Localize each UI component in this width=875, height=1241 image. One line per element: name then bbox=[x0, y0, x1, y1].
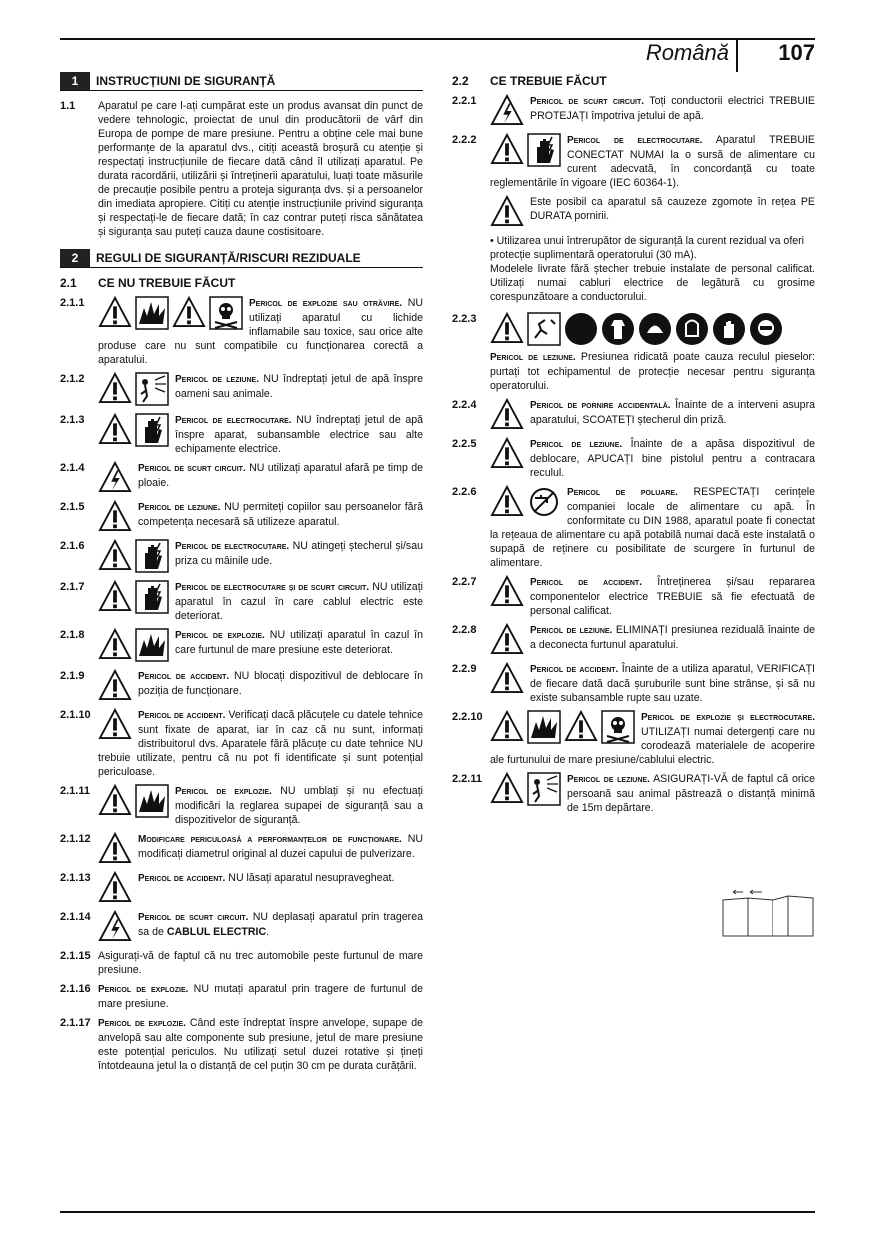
item-2-2-7 bbox=[452, 575, 815, 618]
item-text: Pericol de electrocutare. Aparatul TREBUIE CONECTAT NUMAI la o sursă de alimentare cu curent adecvată, în concordanță cu toate reglementările în vigoare (IEC 60364-1). bbox=[490, 134, 815, 189]
item-number: 2.1.16 bbox=[60, 983, 91, 995]
item-text: Pericol de scurt circuit. NU utilizați aparatul afară pe timp de ploaie. bbox=[98, 461, 423, 495]
item-number: 2.2.4 bbox=[452, 399, 477, 411]
item-note bbox=[452, 195, 815, 229]
item-text: Pericol de accident. Înainte de a utiliza aparatul, VERIFICAȚI de fiecare dată dacă șuruburile sunt bine strânse, și să nu existe subansamble rupte sau uzate. bbox=[490, 662, 815, 705]
item-number: 2.2.6 bbox=[452, 486, 477, 498]
item-number: 2.1.11 bbox=[60, 785, 90, 797]
warning-icon bbox=[98, 500, 132, 532]
footer-rule bbox=[60, 1211, 815, 1213]
toxic-skull-icon bbox=[601, 710, 635, 744]
item-number: 2.2.5 bbox=[452, 438, 477, 450]
item-number: 2.1.13 bbox=[60, 872, 91, 884]
cable-note: Modelele livrate fără ștecher trebuie instalate de personal calificat. Utilizați numai cabluri electrice de legătură cu grosime corespunzătoare a conductorului. bbox=[490, 263, 815, 303]
warning-icon bbox=[98, 296, 132, 328]
warning-icon bbox=[98, 832, 132, 864]
warning-icon bbox=[490, 398, 524, 430]
header-divider bbox=[736, 38, 738, 72]
warning-icon bbox=[564, 710, 598, 742]
manual-book-icon bbox=[718, 888, 818, 938]
section-title: INSTRUCȚIUNI DE SIGURANȚĂ bbox=[96, 74, 276, 88]
hazard-label: Pericol de leziune. bbox=[530, 625, 613, 636]
item-text: Pericol de explozie. NU umblați și nu efectuați modificări la reglarea supapei de siguranță sau a dispozitivelor de siguranță. bbox=[98, 784, 423, 827]
electric-hand-icon bbox=[527, 133, 561, 167]
item-2-2-6 bbox=[452, 485, 815, 570]
protective-suit-icon bbox=[601, 312, 635, 346]
item-text: Pericol de pornire accidentală. Înainte de a interveni asupra aparatului, SCOATEȚI ștecherul din priză. bbox=[490, 398, 815, 432]
warning-icon bbox=[490, 575, 524, 607]
item-number: 2.1.7 bbox=[60, 581, 85, 593]
item-text: Pericol de accident. NU lăsați aparatul nesupravegheat. bbox=[98, 871, 423, 905]
hazard-icons bbox=[490, 662, 524, 694]
hazard-icons bbox=[98, 784, 169, 818]
gloves-icon bbox=[712, 312, 746, 346]
hazard-label: Pericol de electrocutare. bbox=[175, 541, 290, 552]
item-number: 2.2.3 bbox=[452, 313, 477, 325]
warning-icon bbox=[490, 195, 524, 227]
warning-icon bbox=[98, 372, 132, 404]
hazard-icons bbox=[490, 195, 524, 227]
item-2-1-13 bbox=[60, 871, 423, 905]
item-2-1-3 bbox=[60, 413, 423, 456]
hazard-label: Pericol de accident. bbox=[138, 873, 226, 884]
hazard-label: Pericol de pornire accidentală. bbox=[530, 400, 671, 411]
item-2-1-16 bbox=[60, 982, 423, 1011]
item-text: Pericol de accident. Întreținerea și/sau repararea componentelor electrice TREBUIE să fie efectuată de personal calificat. bbox=[490, 575, 815, 618]
explosion-icon bbox=[135, 628, 169, 662]
item-text: Pericol de explozie. NU mutați aparatul prin tragere de furtunul de mare presiune. bbox=[98, 983, 423, 1010]
hazard-icons bbox=[490, 485, 561, 519]
hazard-label: Modificare periculoasă a performanțelor de funcționare. bbox=[138, 834, 402, 845]
item-text: Pericol de accident. Verificați dacă plăcuțele cu datele tehnice sunt fixate de aparat, iar în caz că nu sunt, informați distribuitorul dvs. Aparatele fără plăcuțe cu date tehnice NU trebuie utilizate, pentru că nu pot fi identificate și sunt potențial periculoase. bbox=[98, 709, 423, 778]
warning-icon bbox=[98, 539, 132, 571]
hazard-label: Pericol de electrocutare. bbox=[567, 135, 703, 146]
electric-warning-icon bbox=[490, 94, 524, 126]
hazard-label: Pericol de scurt circuit. bbox=[138, 463, 246, 474]
right-item-list-2 bbox=[452, 312, 815, 815]
explosion-icon bbox=[135, 784, 169, 818]
hazard-icons bbox=[490, 94, 524, 126]
item-text: Pericol de leziune. NU îndreptați jetul de apă înspre oameni sau animale. bbox=[98, 372, 423, 408]
warning-icon bbox=[98, 708, 132, 740]
subsection-number: 2.2 bbox=[452, 74, 469, 88]
hazard-label: Pericol de explozie. bbox=[175, 786, 272, 797]
item-text: Pericol de explozie și electrocutare. UTILIZAȚI numai detergenți care nu corodează materialele de acoperire ale furtunului de mare presiune/cablului electric. bbox=[490, 712, 815, 766]
hazard-icons bbox=[490, 623, 524, 655]
hazard-icons bbox=[98, 372, 169, 406]
hazard-label: Pericol de leziune. bbox=[490, 352, 576, 363]
hazard-label: Pericol de leziune. bbox=[567, 774, 650, 785]
warning-icon bbox=[490, 437, 524, 469]
item-number: 2.2.8 bbox=[452, 624, 477, 636]
warning-icon bbox=[490, 772, 524, 804]
hazard-label: Pericol de accident. bbox=[138, 671, 230, 682]
hazard-icons bbox=[98, 871, 132, 903]
item-2-2-9 bbox=[452, 662, 815, 705]
hazard-label: Pericol de electrocutare. bbox=[175, 415, 292, 426]
item-number: 2.1.9 bbox=[60, 670, 85, 682]
item-text: Pericol de leziune. NU permiteți copiilor sau persoanelor fără competența necesară să utilizeze aparatul. bbox=[98, 500, 423, 534]
hazard-label: Pericol de explozie și electrocutare. bbox=[641, 712, 815, 723]
item-2-1-1 bbox=[60, 296, 423, 367]
hazard-label: Pericol de explozie. bbox=[175, 630, 265, 641]
item-text: Pericol de accident. NU blocați dispozitivul de deblocare în poziția de funcționare. bbox=[98, 669, 423, 703]
warning-icon bbox=[98, 669, 132, 701]
hazard-icons bbox=[490, 710, 635, 744]
warning-icon bbox=[98, 628, 132, 660]
right-column bbox=[452, 72, 815, 820]
hazard-icons bbox=[490, 398, 524, 430]
item-number: 2.1.3 bbox=[60, 414, 85, 426]
section-number: 1 bbox=[60, 72, 90, 90]
hazard-label: Pericol de electrocutare și de scurt circuit. bbox=[175, 582, 370, 593]
rcd-bullet: • Utilizarea unui întrerupător de siguranță la curent rezidual va oferi protecție suplimentară operatorului (30 mA). bbox=[490, 235, 805, 261]
item-text: Pericol de electrocutare. NU atingeți ștecherul și/sau priza cu mâinile ude. bbox=[98, 539, 423, 575]
hazard-label: Pericol de scurt circuit. bbox=[530, 96, 644, 107]
hazard-icons bbox=[98, 461, 132, 493]
hazard-label: Pericol de leziune. bbox=[138, 502, 221, 513]
hazard-icons bbox=[98, 296, 243, 330]
hazard-icons bbox=[98, 910, 132, 942]
electric-hand-icon bbox=[135, 539, 169, 573]
hazard-label: Pericol de accident. bbox=[138, 710, 226, 721]
header-language: Română bbox=[645, 40, 729, 65]
item-text: Pericol de leziune. Înainte de a apăsa dispozitivul de deblocare, APUCAȚI bine pistolul pentru a contracara reculul. bbox=[490, 437, 815, 480]
subsection-2-2 bbox=[452, 74, 815, 88]
section-title: REGULI DE SIGURANȚĂ/RISCURI REZIDUALE bbox=[96, 251, 361, 265]
warning-icon bbox=[98, 784, 132, 816]
item-number: 2.1.14 bbox=[60, 911, 91, 923]
subsection-number: 2.1 bbox=[60, 276, 77, 290]
item-text: Pericol de leziune. ASIGURAȚI-VĂ de faptul că orice persoană sau animal păstrează o distanță minimă de 15m depărtare. bbox=[490, 772, 815, 815]
item-2-2-5 bbox=[452, 437, 815, 480]
left-item-list bbox=[60, 296, 423, 1073]
warning-icon bbox=[98, 871, 132, 903]
item-2-1-11 bbox=[60, 784, 423, 827]
hazard-icons bbox=[98, 580, 169, 614]
subsection-title: CE TREBUIE FĂCUT bbox=[490, 74, 607, 88]
hazard-icons bbox=[490, 312, 809, 346]
emphasis: CABLUL ELECTRIC bbox=[166, 926, 267, 938]
helmet-icon bbox=[638, 312, 672, 346]
hazard-icons bbox=[98, 500, 132, 532]
no-tap-icon bbox=[527, 485, 561, 519]
item-2-1-17 bbox=[60, 1016, 423, 1073]
item-2-1-4 bbox=[60, 461, 423, 495]
warning-icon bbox=[98, 580, 132, 612]
item-text: Pericol de electrocutare. NU îndreptați jetul de apă înspre aparat, subansamble electrice sau alte echipamente electrice. bbox=[98, 413, 423, 456]
hazard-label: Pericol de leziune. bbox=[175, 374, 259, 385]
section-number: 2 bbox=[60, 249, 90, 267]
hazard-icons bbox=[98, 413, 169, 447]
item-number: 2.2.10 bbox=[452, 711, 483, 723]
item-2-2-11 bbox=[452, 772, 815, 815]
warning-icon bbox=[490, 312, 524, 344]
item-number: 2.2.11 bbox=[452, 773, 482, 785]
item-2-1-12 bbox=[60, 832, 423, 866]
left-column bbox=[60, 72, 423, 1078]
injury-spray-icon bbox=[135, 372, 169, 406]
item-text: Asigurați-vă de faptul că nu trec automobile peste furtunul de mare presiune. bbox=[98, 950, 423, 976]
item-text: Modificare periculoasă a performanțelor de funcționare. NU modificați diametrul original al duzei capului de pulverizare. bbox=[98, 832, 423, 866]
item-text: Pericol de explozie. Când este îndreptat înspre anvelope, supape de anvelopă sau alte componente sub presiune, jetul de mare presiune este potențial periculos. Nu utilizați setul duzei rotative și țineți întotdeauna jetul la o distanță de cel puțin 30 cm pe durata curățării. bbox=[98, 1017, 423, 1072]
item-text: Pericol de leziune. ELIMINAȚI presiunea reziduală înainte de a deconecta furtunul aparatului. bbox=[490, 623, 815, 657]
electric-hand-icon bbox=[135, 413, 169, 447]
warning-icon bbox=[490, 710, 524, 742]
electric-warning-icon bbox=[98, 461, 132, 493]
item-number: 2.1.4 bbox=[60, 462, 85, 474]
item-number: 2.1.8 bbox=[60, 629, 85, 641]
ear-protection-icon bbox=[675, 312, 709, 346]
hazard-icons bbox=[98, 539, 169, 573]
hazard-icons bbox=[98, 708, 132, 740]
subsection-2-1 bbox=[60, 276, 423, 290]
item-2-2-3 bbox=[452, 312, 815, 393]
item-2-1-9 bbox=[60, 669, 423, 703]
hazard-icons bbox=[490, 133, 561, 167]
item-2-1-8 bbox=[60, 628, 423, 664]
warning-icon bbox=[98, 413, 132, 445]
item-text: Pericol de scurt circuit. NU deplasați aparatul prin tragerea sa de CABLUL ELECTRIC. bbox=[98, 910, 423, 944]
item-number: 2.1.1 bbox=[60, 297, 85, 309]
item-text: Pericol de leziune. Presiunea ridicată poate cauza reculul pieselor: purtați tot echipamentul de protecție necesar pentru siguranța operatorului. bbox=[490, 312, 815, 393]
item-2-1-5 bbox=[60, 500, 423, 534]
item-text: Pericol de poluare. RESPECTAȚI cerințele companiei locale de alimentare cu apă. În conformitate cu DIN 1988, aparatul poate fi conectat la rețeaua de alimentare cu apă potabilă numai dacă este instalată o supapă de reținere cu posibilitate de scurgere în furtunul de alimentare. bbox=[490, 486, 815, 569]
hazard-label: Pericol de accident. bbox=[530, 664, 619, 675]
hazard-icons bbox=[98, 669, 132, 701]
hazard-label: Pericol de explozie. bbox=[98, 984, 189, 995]
subsection-title: CE NU TREBUIE FĂCUT bbox=[98, 276, 236, 290]
hazard-icons bbox=[490, 437, 524, 469]
item-2-1-7 bbox=[60, 580, 423, 623]
item-number: 2.1.12 bbox=[60, 833, 91, 845]
item-number: 2.2.9 bbox=[452, 663, 477, 675]
section-2-heading bbox=[60, 249, 423, 268]
hazard-label: Pericol de scurt circuit. bbox=[138, 912, 249, 923]
item-number: 2.2.1 bbox=[452, 95, 477, 107]
hazard-label: Pericol de explozie. bbox=[98, 1018, 186, 1029]
hazard-label: Pericol de poluare. bbox=[567, 487, 678, 498]
item-2-2-2 bbox=[452, 133, 815, 190]
item-2-1-10 bbox=[60, 708, 423, 779]
item-number: 2.1.15 bbox=[60, 950, 91, 962]
goggles-icon bbox=[564, 312, 598, 346]
item-number: 2.1.10 bbox=[60, 709, 91, 721]
item-number: 1.1 bbox=[60, 100, 76, 112]
item-2-1-14 bbox=[60, 910, 423, 944]
item-number: 2.1.6 bbox=[60, 540, 85, 552]
item-2-1-15 bbox=[60, 949, 423, 977]
hazard-label: Pericol de explozie sau otrăvire. bbox=[249, 298, 403, 309]
electric-hand-icon bbox=[135, 580, 169, 614]
hazard-label: Pericol de accident. bbox=[530, 577, 642, 588]
warning-icon bbox=[490, 133, 524, 165]
explosion-icon bbox=[135, 296, 169, 330]
item-1-1 bbox=[60, 99, 423, 239]
item-2-2-1 bbox=[452, 94, 815, 128]
item-2-1-6 bbox=[60, 539, 423, 575]
warning-icon bbox=[490, 662, 524, 694]
item-text: Pericol de scurt circuit. Toți conductorii electrici TREBUIE PROTEJAȚI împotriva jetului de apă. bbox=[490, 94, 815, 128]
explosion-icon bbox=[527, 710, 561, 744]
item-2-2-4 bbox=[452, 398, 815, 432]
item-2-1-2 bbox=[60, 372, 423, 408]
item-text: Pericol de electrocutare și de scurt circuit. NU utilizați aparatul în cazul în care cablul electric este deteriorat. bbox=[98, 580, 423, 623]
item-number: 2.1.5 bbox=[60, 501, 85, 513]
face-shield-icon bbox=[749, 312, 783, 346]
injury-spray-icon bbox=[527, 772, 561, 806]
right-item-list bbox=[452, 94, 815, 229]
item-2-2-8 bbox=[452, 623, 815, 657]
hazard-icons bbox=[98, 628, 169, 662]
warning-icon bbox=[490, 485, 524, 517]
warning-icon bbox=[490, 623, 524, 655]
item-text: Pericol de explozie sau otrăvire. NU utilizați aparatul cu lichide inflamabile sau toxice, sau orice alte produse care nu sunt compatibile cu funcționarea corectă a aparatului. bbox=[98, 297, 423, 366]
item-2-2-10 bbox=[452, 710, 815, 767]
item-number: 2.2.2 bbox=[452, 134, 477, 146]
toxic-skull-icon bbox=[209, 296, 243, 330]
item-text: Este posibil ca aparatul să cauzeze zgomote în rețea PE DURATA pornirii. bbox=[490, 195, 815, 229]
hazard-label: Pericol de leziune. bbox=[530, 439, 623, 450]
item-number: 2.2.7 bbox=[452, 576, 477, 588]
item-number: 2.1.17 bbox=[60, 1017, 91, 1029]
flying-debris-icon bbox=[527, 312, 561, 346]
item-text: Aparatul pe care l-ați cumpărat este un produs avansat din punct de vedere tehnologic, proiectat de unul din producătorii de vârf din Europa de pompe de mare presiune. Pentru a obține cele mai bune performanțe de la aparatul dvs., citiți această broșură cu atenție și respectați instrucțiunile de fiecare dată când îl utilizați aparatul. Pe durata racordării, utilizării și întreținerii aparatului, luați toate măsurile de precauție posibile pentru a proteja siguranța dvs. și a persoanelor din imediata apropiere. Citiți cu atenție instrucțiunile privind siguranța și respectați-le de fiecare dată; în caz contrar puteți risca sănătatea și siguranța sau puteți cauza daune costisitoare. bbox=[98, 100, 423, 238]
item-text: Pericol de explozie. NU utilizați aparatul în cazul în care furtunul de mare presiune este deteriorat. bbox=[98, 628, 423, 664]
section-1-heading bbox=[60, 72, 423, 91]
hazard-icons bbox=[490, 575, 524, 607]
warning-icon bbox=[172, 296, 206, 328]
electric-warning-icon bbox=[98, 910, 132, 942]
hazard-icons bbox=[490, 772, 561, 806]
hazard-icons bbox=[98, 832, 132, 864]
page-number: 107 bbox=[778, 40, 815, 65]
item-number: 2.1.2 bbox=[60, 373, 85, 385]
